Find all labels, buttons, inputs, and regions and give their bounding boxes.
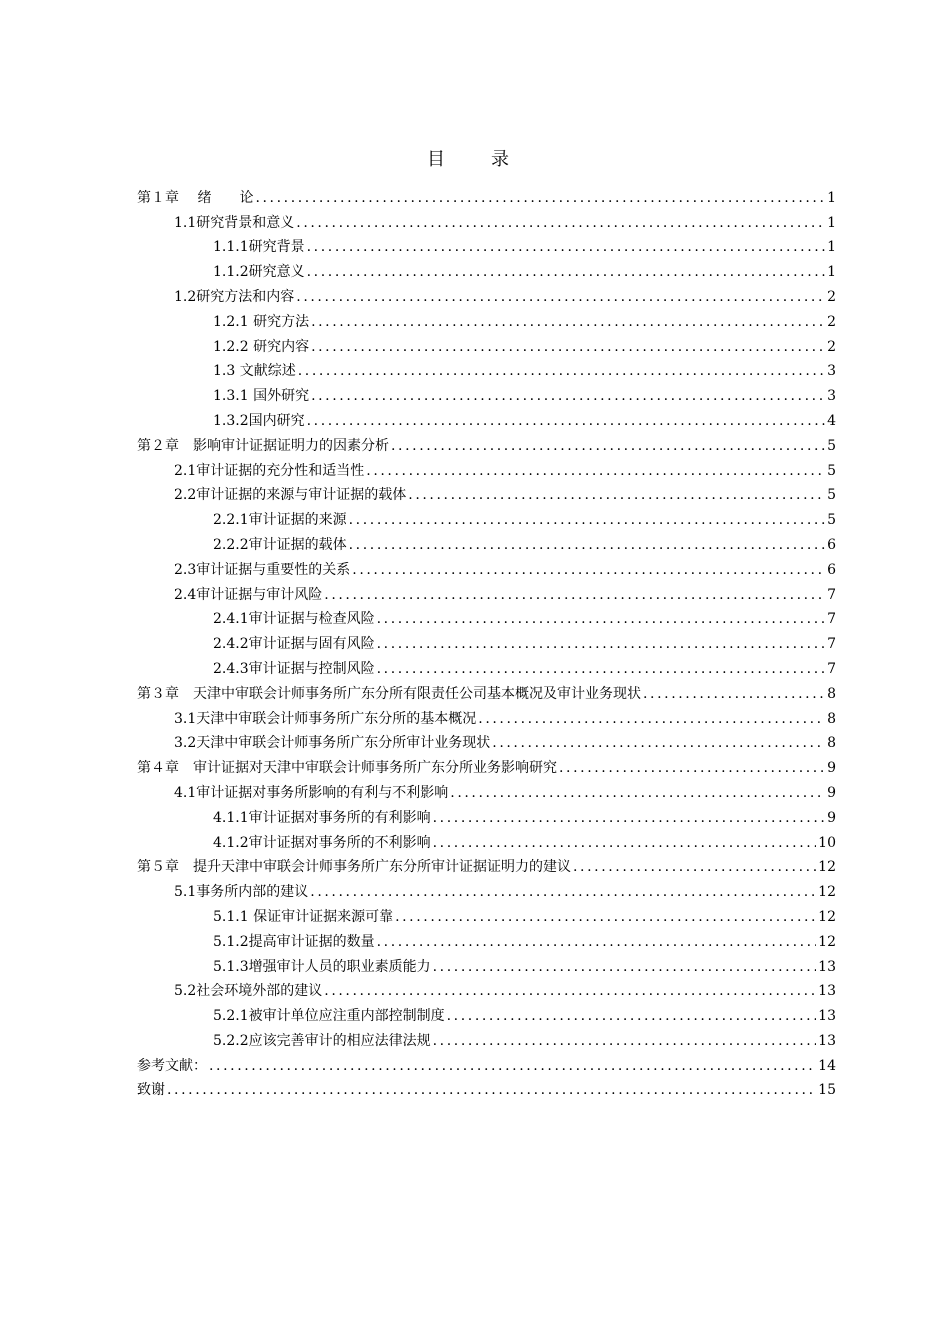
toc-entry-page-number: 7 bbox=[827, 636, 836, 653]
toc-entry[interactable] bbox=[137, 729, 836, 754]
toc-entry-label: 5.1.3增强审计人员的职业素质能力 bbox=[213, 958, 431, 975]
toc-entry[interactable] bbox=[137, 753, 836, 778]
toc-entry[interactable] bbox=[137, 803, 836, 828]
toc-entry[interactable] bbox=[137, 357, 836, 382]
toc-entry-label: 5.1.1 保证审计证据来源可靠 bbox=[213, 908, 394, 925]
dot-leader bbox=[433, 833, 817, 853]
toc-entry[interactable] bbox=[137, 307, 836, 332]
dot-leader bbox=[395, 907, 816, 927]
toc-entry-page-number: 12 bbox=[818, 859, 836, 876]
toc-entry[interactable] bbox=[137, 431, 836, 456]
dot-leader bbox=[307, 411, 825, 431]
toc-entry[interactable] bbox=[137, 1026, 836, 1051]
toc-entry-label: 1.1.2研究意义 bbox=[213, 264, 305, 281]
toc-entry-page-number: 4 bbox=[827, 412, 836, 429]
toc-entry-label: 1.2研究方法和内容 bbox=[174, 288, 295, 305]
dot-leader bbox=[352, 560, 825, 580]
toc-entry-label: 1.2.1 研究方法 bbox=[213, 313, 310, 330]
dot-leader bbox=[492, 733, 825, 753]
toc-entry[interactable] bbox=[137, 679, 836, 704]
toc-entry-label: 4.1审计证据对事务所影响的有利与不利影响 bbox=[174, 784, 449, 801]
toc-entry[interactable] bbox=[137, 902, 836, 927]
toc-entry-label: 4.1.1审计证据对事务所的有利影响 bbox=[213, 809, 431, 826]
toc-entry-page-number: 8 bbox=[827, 685, 836, 702]
dot-leader bbox=[433, 808, 825, 828]
toc-entry[interactable] bbox=[137, 481, 836, 506]
toc-entry-page-number: 5 bbox=[827, 512, 836, 529]
toc-entry-page-number: 7 bbox=[827, 586, 836, 603]
toc-entry-page-number: 9 bbox=[827, 760, 836, 777]
dot-leader bbox=[255, 188, 825, 208]
toc-entry-page-number: 5 bbox=[827, 462, 836, 479]
toc-entry-label: 第５章 提升天津中审联会计师事务所广东分所审计证据证明力的建议 bbox=[137, 859, 571, 876]
toc-entry-label: 2.4.2审计证据与固有风险 bbox=[213, 636, 375, 653]
toc-entry-page-number: 9 bbox=[827, 784, 836, 801]
toc-entry-page-number: 12 bbox=[818, 908, 836, 925]
toc-entry-label: 1.1研究背景和意义 bbox=[174, 214, 295, 231]
dot-leader bbox=[377, 932, 817, 952]
dot-leader bbox=[447, 1006, 817, 1026]
toc-entry-page-number: 9 bbox=[827, 809, 836, 826]
toc-entry-label: 5.1事务所内部的建议 bbox=[174, 884, 309, 901]
toc-entry-label: 致谢 bbox=[137, 1082, 165, 1099]
toc-entry-page-number: 5 bbox=[827, 437, 836, 454]
toc-entry[interactable] bbox=[137, 1001, 836, 1026]
toc-entry[interactable] bbox=[137, 208, 836, 233]
toc-entry-label: 参考文献： bbox=[137, 1057, 207, 1074]
toc-entry-label: 2.2审计证据的来源与审计证据的载体 bbox=[174, 487, 407, 504]
dot-leader bbox=[296, 213, 825, 233]
toc-entry[interactable] bbox=[137, 257, 836, 282]
toc-entry-label: 2.4.1审计证据与检查风险 bbox=[213, 611, 375, 628]
toc-title: 目 录 bbox=[427, 149, 523, 170]
toc-entry[interactable] bbox=[137, 530, 836, 555]
dot-leader bbox=[349, 510, 825, 530]
toc-entry-label: 2.3审计证据与重要性的关系 bbox=[174, 561, 351, 578]
toc-entry-page-number: 3 bbox=[827, 363, 836, 380]
toc-entry-label: 1.3 文献综述 bbox=[213, 363, 296, 380]
dot-leader bbox=[408, 485, 825, 505]
toc-entry-page-number: 13 bbox=[818, 958, 836, 975]
toc-entry[interactable] bbox=[137, 406, 836, 431]
toc-entry[interactable] bbox=[137, 505, 836, 530]
dot-leader bbox=[377, 609, 825, 629]
toc-entry-page-number: 8 bbox=[827, 710, 836, 727]
toc-entry-label: 3.1天津中审联会计师事务所广东分所的基本概况 bbox=[174, 710, 477, 727]
toc-entry-label: 1.2.2 研究内容 bbox=[213, 338, 310, 355]
toc-entry-label: 1.1.1研究背景 bbox=[213, 239, 305, 256]
dot-leader bbox=[573, 857, 816, 877]
dot-leader bbox=[377, 634, 825, 654]
toc-entry-label: 3.2天津中审联会计师事务所广东分所审计业务现状 bbox=[174, 735, 491, 752]
toc-entry-label: 5.2社会环境外部的建议 bbox=[174, 983, 323, 1000]
toc-entry[interactable] bbox=[137, 952, 836, 977]
dot-leader bbox=[324, 981, 816, 1001]
dot-leader bbox=[296, 287, 825, 307]
toc-entry[interactable] bbox=[137, 183, 836, 208]
dot-leader bbox=[349, 535, 825, 555]
toc-entry[interactable] bbox=[137, 233, 836, 258]
dot-leader bbox=[167, 1080, 816, 1100]
toc-entry-page-number: 10 bbox=[818, 834, 836, 851]
toc-entry[interactable] bbox=[137, 605, 836, 630]
toc-entry-label: 1.3.1 国外研究 bbox=[213, 388, 310, 405]
toc-entry-page-number: 15 bbox=[818, 1082, 836, 1099]
toc-entry-label: 5.2.1被审计单位应注重内部控制制度 bbox=[213, 1008, 445, 1025]
toc-entry-page-number: 6 bbox=[827, 561, 836, 578]
toc-entry[interactable] bbox=[137, 927, 836, 952]
toc-entry[interactable] bbox=[137, 580, 836, 605]
toc-entry-label: 5.2.2应该完善审计的相应法律法规 bbox=[213, 1032, 431, 1049]
toc-entry-page-number: 1 bbox=[827, 189, 836, 206]
dot-leader bbox=[391, 436, 825, 456]
dot-leader bbox=[311, 312, 825, 332]
toc-entry[interactable] bbox=[137, 629, 836, 654]
toc-entry-page-number: 7 bbox=[827, 660, 836, 677]
toc-entry[interactable] bbox=[137, 555, 836, 580]
toc-entry-label: 2.4审计证据与审计风险 bbox=[174, 586, 323, 603]
toc-entry-page-number: 8 bbox=[827, 735, 836, 752]
toc-entry-page-number: 1 bbox=[827, 239, 836, 256]
toc-entry-page-number: 1 bbox=[827, 214, 836, 231]
toc-entry-page-number: 12 bbox=[818, 933, 836, 950]
dot-leader bbox=[643, 684, 825, 704]
toc-entry-label: 2.4.3审计证据与控制风险 bbox=[213, 660, 375, 677]
dot-leader bbox=[307, 262, 825, 282]
dot-leader bbox=[377, 659, 825, 679]
dot-leader bbox=[433, 957, 817, 977]
toc-entry[interactable] bbox=[137, 977, 836, 1002]
toc-entry[interactable] bbox=[137, 654, 836, 679]
toc-entry-page-number: 13 bbox=[818, 983, 836, 1000]
toc-entry-label: 2.2.1审计证据的来源 bbox=[213, 512, 347, 529]
toc-entry[interactable] bbox=[137, 877, 836, 902]
dot-leader bbox=[311, 386, 825, 406]
toc-entry-label: 4.1.2审计证据对事务所的不利影响 bbox=[213, 834, 431, 851]
toc-entry[interactable] bbox=[137, 332, 836, 357]
toc-entry[interactable] bbox=[137, 282, 836, 307]
toc-entry-label: 5.1.2提高审计证据的数量 bbox=[213, 933, 375, 950]
dot-leader bbox=[310, 882, 816, 902]
toc-entry[interactable] bbox=[137, 704, 836, 729]
dot-leader bbox=[366, 461, 825, 481]
toc-entry-page-number: 13 bbox=[818, 1008, 836, 1025]
toc-list bbox=[137, 183, 836, 1100]
dot-leader bbox=[209, 1056, 816, 1076]
toc-entry-page-number: 13 bbox=[818, 1032, 836, 1049]
toc-entry[interactable] bbox=[137, 456, 836, 481]
dot-leader bbox=[324, 585, 825, 605]
toc-entry-page-number: 5 bbox=[827, 487, 836, 504]
dot-leader bbox=[559, 758, 825, 778]
toc-entry-page-number: 3 bbox=[827, 388, 836, 405]
toc-entry[interactable] bbox=[137, 1051, 836, 1076]
toc-entry-page-number: 7 bbox=[827, 611, 836, 628]
toc-entry-label: 2.2.2审计证据的载体 bbox=[213, 536, 347, 553]
toc-entry-label: 1.3.2国内研究 bbox=[213, 412, 305, 429]
toc-entry-page-number: 14 bbox=[818, 1057, 836, 1074]
toc-entry-page-number: 2 bbox=[827, 288, 836, 305]
toc-entry-label: 第１章 绪 论 bbox=[137, 189, 254, 206]
toc-entry-page-number: 6 bbox=[827, 536, 836, 553]
toc-entry[interactable] bbox=[137, 853, 836, 878]
toc-entry[interactable] bbox=[137, 828, 836, 853]
dot-leader bbox=[311, 337, 825, 357]
toc-entry-page-number: 2 bbox=[827, 313, 836, 330]
toc-entry-label: 第４章 审计证据对天津中审联会计师事务所广东分所业务影响研究 bbox=[137, 760, 557, 777]
toc-entry-label: 第２章 影响审计证据证明力的因素分析 bbox=[137, 437, 389, 454]
dot-leader bbox=[298, 361, 825, 381]
toc-entry-page-number: 2 bbox=[827, 338, 836, 355]
toc-entry[interactable] bbox=[137, 381, 836, 406]
dot-leader bbox=[433, 1031, 817, 1051]
dot-leader bbox=[307, 237, 825, 257]
toc-entry-page-number: 1 bbox=[827, 264, 836, 281]
toc-entry-page-number: 12 bbox=[818, 884, 836, 901]
toc-entry[interactable] bbox=[137, 1076, 836, 1101]
toc-entry-label: 第３章 天津中审联会计师事务所广东分所有限责任公司基本概况及审计业务现状 bbox=[137, 685, 641, 702]
dot-leader bbox=[478, 709, 825, 729]
toc-entry[interactable] bbox=[137, 778, 836, 803]
toc-entry-label: 2.1审计证据的充分性和适当性 bbox=[174, 462, 365, 479]
dot-leader bbox=[450, 783, 825, 803]
